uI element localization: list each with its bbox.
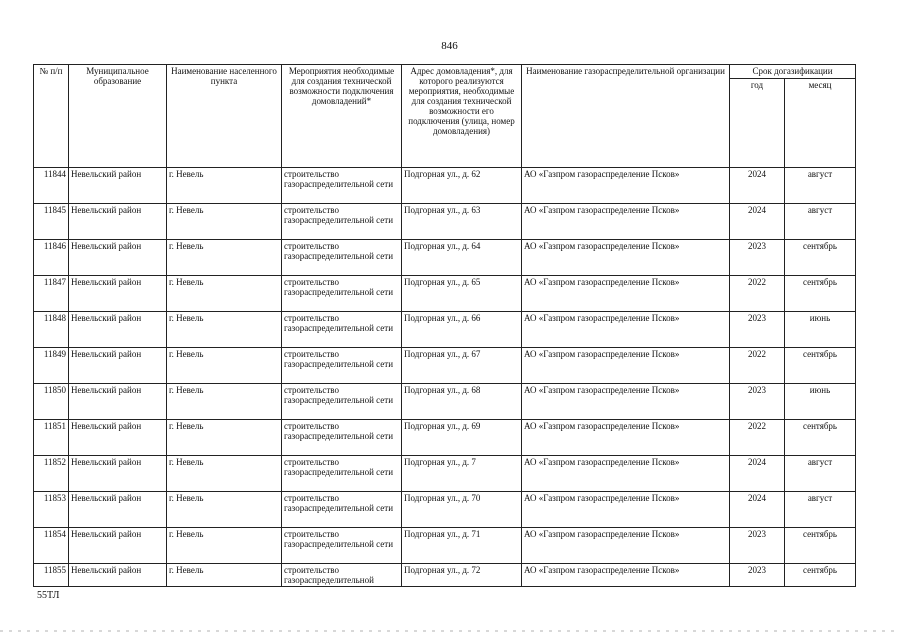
table-row — [34, 564, 856, 587]
table-row — [34, 456, 856, 492]
cell-address: Подгорная ул., д. 70 — [402, 492, 522, 528]
header-num: № п/п — [34, 65, 69, 168]
cell-measures: строительство газораспределительной сети — [282, 492, 402, 528]
cell-year: 2022 — [730, 348, 785, 384]
cell-year: 2023 — [730, 240, 785, 276]
cell-month: сентябрь — [785, 528, 856, 564]
table-row — [34, 204, 856, 240]
cell-org: АО «Газпром газораспределение Псков» — [522, 204, 730, 240]
cell-settlement: г. Невель — [167, 528, 282, 564]
cell-month: сентябрь — [785, 276, 856, 312]
cell-org: АО «Газпром газораспределение Псков» — [522, 348, 730, 384]
cell-org: АО «Газпром газораспределение Псков» — [522, 384, 730, 420]
cell-month: сентябрь — [785, 420, 856, 456]
cell-municipality: Невельский район — [69, 456, 167, 492]
header-municipality: Муниципальное образование — [69, 65, 167, 168]
cell-month: август — [785, 492, 856, 528]
cell-address: Подгорная ул., д. 65 — [402, 276, 522, 312]
table-row — [34, 348, 856, 384]
cell-year: 2023 — [730, 384, 785, 420]
table-row — [34, 312, 856, 348]
cell-num: 11848 — [34, 312, 69, 348]
cell-year: 2022 — [730, 420, 785, 456]
cell-num: 11854 — [34, 528, 69, 564]
cell-settlement: г. Невель — [167, 348, 282, 384]
cell-settlement: г. Невель — [167, 312, 282, 348]
cell-municipality: Невельский район — [69, 420, 167, 456]
cell-address: Подгорная ул., д. 7 — [402, 456, 522, 492]
gasification-table — [33, 64, 856, 587]
cell-year: 2024 — [730, 456, 785, 492]
cell-month: август — [785, 168, 856, 204]
cell-municipality: Невельский район — [69, 204, 167, 240]
cell-month: сентябрь — [785, 564, 856, 587]
cell-org: АО «Газпром газораспределение Псков» — [522, 492, 730, 528]
cell-month: июнь — [785, 384, 856, 420]
cell-municipality: Невельский район — [69, 168, 167, 204]
cell-settlement: г. Невель — [167, 276, 282, 312]
header-settlement: Наименование населенного пункта — [167, 65, 282, 168]
cell-num: 11844 — [34, 168, 69, 204]
cell-month: июнь — [785, 312, 856, 348]
cell-municipality: Невельский район — [69, 492, 167, 528]
header-measures: Мероприятия необходимые для создания технической возможности подключения домовладений* — [282, 65, 402, 168]
cell-settlement: г. Невель — [167, 564, 282, 587]
cell-num: 11846 — [34, 240, 69, 276]
cell-measures: строительство газораспределительной сети — [282, 312, 402, 348]
cell-num: 11850 — [34, 384, 69, 420]
header-row — [34, 65, 856, 79]
cell-measures: строительство газораспределительной сети — [282, 384, 402, 420]
cell-municipality: Невельский район — [69, 564, 167, 587]
cell-settlement: г. Невель — [167, 168, 282, 204]
cell-month: август — [785, 204, 856, 240]
cell-year: 2023 — [730, 312, 785, 348]
cell-measures: строительство газораспределительной сети — [282, 276, 402, 312]
cell-municipality: Невельский район — [69, 312, 167, 348]
cell-year: 2024 — [730, 492, 785, 528]
cell-measures: строительство газораспределительной сети — [282, 348, 402, 384]
cell-org: АО «Газпром газораспределение Псков» — [522, 420, 730, 456]
cell-year: 2023 — [730, 528, 785, 564]
cell-settlement: г. Невель — [167, 492, 282, 528]
cell-org: АО «Газпром газораспределение Псков» — [522, 276, 730, 312]
cell-org: АО «Газпром газораспределение Псков» — [522, 240, 730, 276]
cell-address: Подгорная ул., д. 63 — [402, 204, 522, 240]
cell-measures: строительство газораспределительной сети — [282, 240, 402, 276]
table-row — [34, 420, 856, 456]
cell-settlement: г. Невель — [167, 420, 282, 456]
cell-municipality: Невельский район — [69, 276, 167, 312]
cell-measures: строительство газораспределительной сети — [282, 420, 402, 456]
table-row — [34, 492, 856, 528]
cell-settlement: г. Невель — [167, 456, 282, 492]
header-deadline: Срок догазификации — [730, 65, 856, 79]
cell-address: Подгорная ул., д. 64 — [402, 240, 522, 276]
table-row — [34, 168, 856, 204]
header-month: месяц — [785, 79, 856, 168]
cell-measures: строительство газораспределительной сети — [282, 456, 402, 492]
cell-num: 11849 — [34, 348, 69, 384]
cell-address: Подгорная ул., д. 71 — [402, 528, 522, 564]
scan-edge-noise — [0, 630, 899, 632]
cell-address: Подгорная ул., д. 68 — [402, 384, 522, 420]
header-address: Адрес домовладения*, для которого реализуются мероприятия, необходимые для создания технической возможности его подключения (улица, номер домовладения) — [402, 65, 522, 168]
cell-settlement: г. Невель — [167, 240, 282, 276]
cell-year: 2024 — [730, 168, 785, 204]
header-org: Наименование газораспределительной организации — [522, 65, 730, 168]
cell-address: Подгорная ул., д. 69 — [402, 420, 522, 456]
cell-num: 11853 — [34, 492, 69, 528]
cell-measures: строительство газораспределительной сети — [282, 528, 402, 564]
cell-municipality: Невельский район — [69, 528, 167, 564]
cell-org: АО «Газпром газораспределение Псков» — [522, 564, 730, 587]
cell-measures: строительство газораспределительной — [282, 564, 402, 587]
table-row — [34, 384, 856, 420]
cell-municipality: Невельский район — [69, 240, 167, 276]
cell-address: Подгорная ул., д. 67 — [402, 348, 522, 384]
header-year: год — [730, 79, 785, 168]
cell-municipality: Невельский район — [69, 384, 167, 420]
cell-num: 11851 — [34, 420, 69, 456]
table-row — [34, 276, 856, 312]
cell-year: 2024 — [730, 204, 785, 240]
cell-address: Подгорная ул., д. 66 — [402, 312, 522, 348]
cell-org: АО «Газпром газораспределение Псков» — [522, 456, 730, 492]
table-row — [34, 528, 856, 564]
cell-year: 2023 — [730, 564, 785, 587]
cell-address: Подгорная ул., д. 62 — [402, 168, 522, 204]
cell-settlement: г. Невель — [167, 384, 282, 420]
table-row — [34, 240, 856, 276]
cell-num: 11847 — [34, 276, 69, 312]
cell-month: сентябрь — [785, 240, 856, 276]
cell-municipality: Невельский район — [69, 348, 167, 384]
page-number: 846 — [441, 40, 458, 52]
cell-org: АО «Газпром газораспределение Псков» — [522, 312, 730, 348]
cell-year: 2022 — [730, 276, 785, 312]
cell-month: сентябрь — [785, 348, 856, 384]
cell-month: август — [785, 456, 856, 492]
cell-org: АО «Газпром газораспределение Псков» — [522, 528, 730, 564]
table-body — [34, 168, 856, 587]
cell-measures: строительство газораспределительной сети — [282, 204, 402, 240]
cell-num: 11845 — [34, 204, 69, 240]
cell-settlement: г. Невель — [167, 204, 282, 240]
cell-num: 11852 — [34, 456, 69, 492]
cell-measures: строительство газораспределительной сети — [282, 168, 402, 204]
cell-num: 11855 — [34, 564, 69, 587]
cell-address: Подгорная ул., д. 72 — [402, 564, 522, 587]
cell-org: АО «Газпром газораспределение Псков» — [522, 168, 730, 204]
footer-code: 55ТЛ — [37, 590, 60, 601]
